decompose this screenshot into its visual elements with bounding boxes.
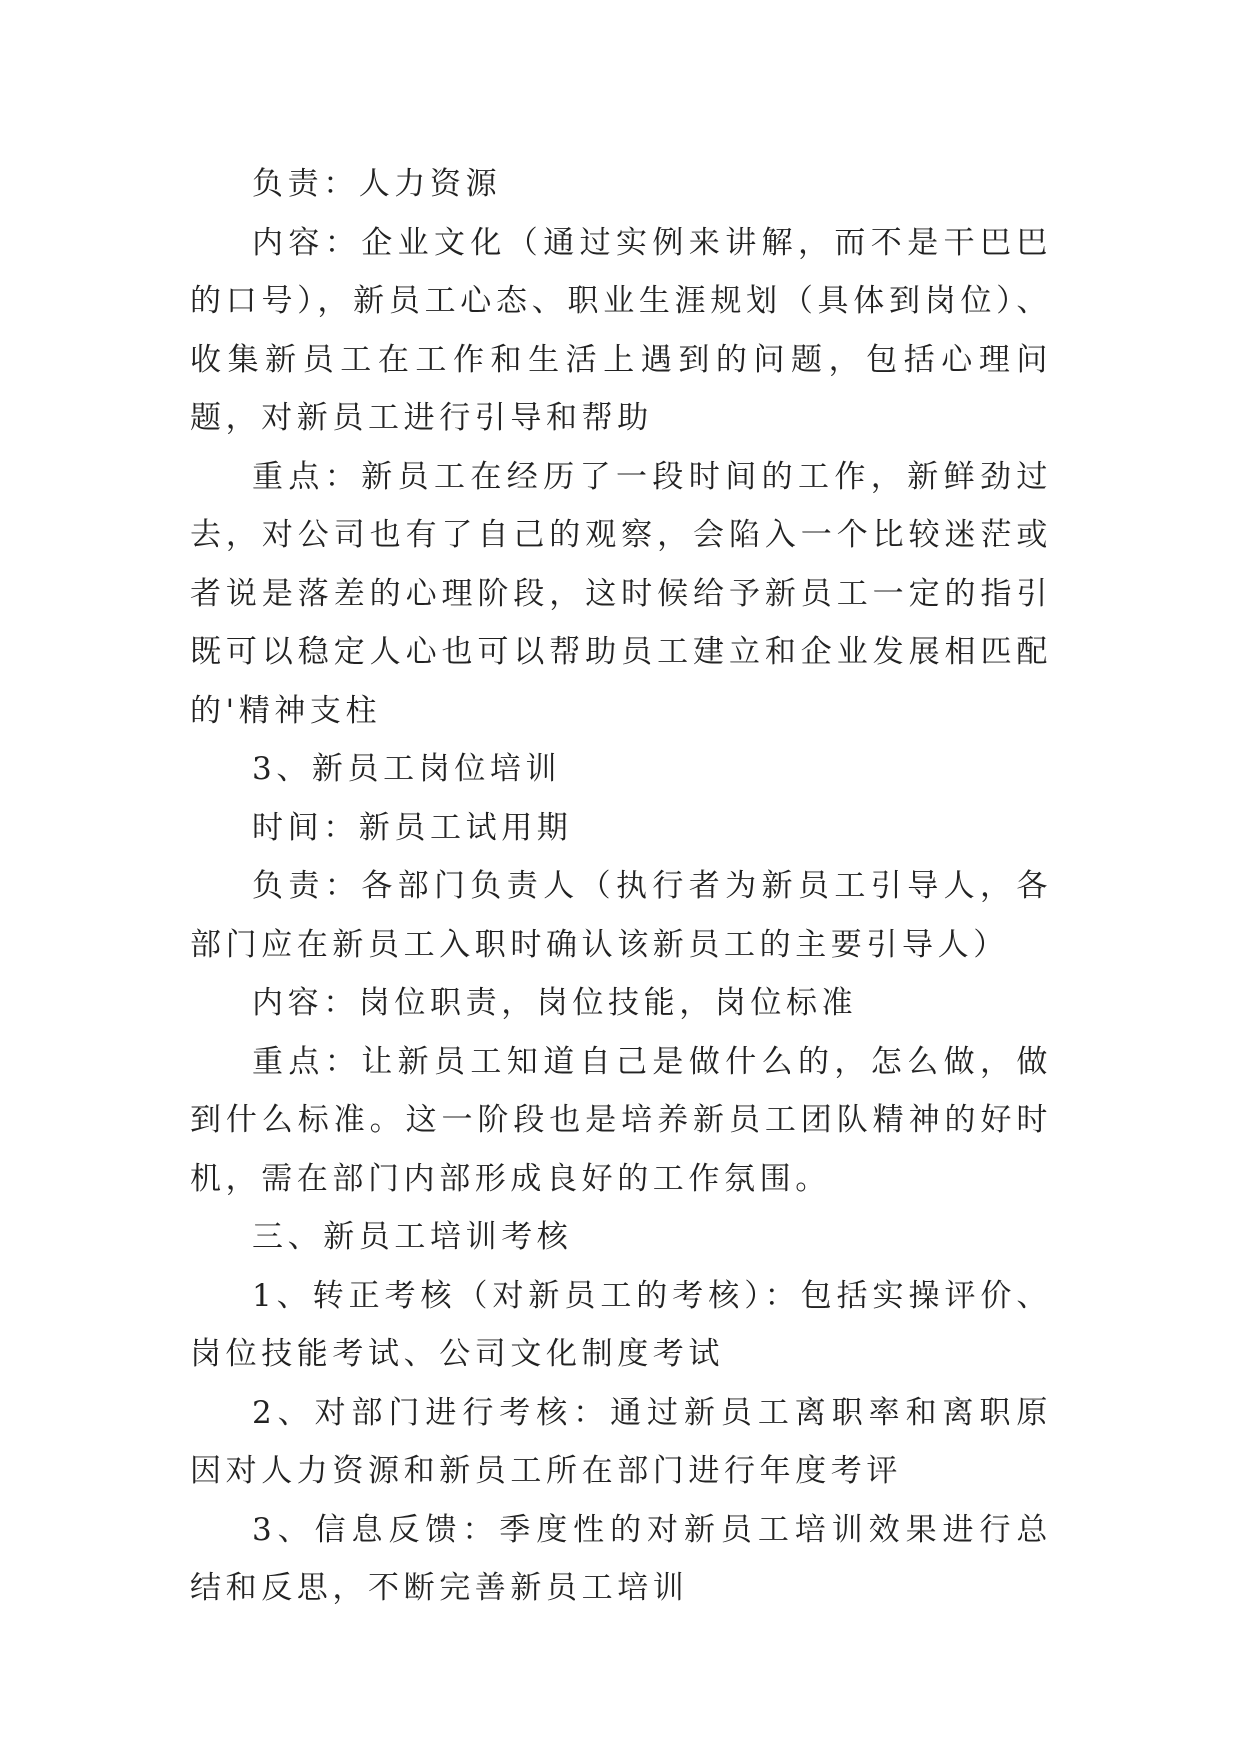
document-body (190, 155, 1052, 1618)
paragraph-content-job: 内容：岗位职责，岗位技能，岗位标准 (252, 985, 858, 1021)
list-item-department-assessment: 2、对部门进行考核：通过新员工离职率和离职原因对人力资源和新员工所在部门进行年度考评 (190, 1394, 1052, 1489)
paragraph-focus-guidance: 重点：新员工在经历了一段时间的工作，新鲜劲过去，对公司也有了自己的观察，会陷入一个比较迷茫或者说是落差的心理阶段，这时候给予新员工一定的指引既可以稳定人心也可以帮助员工建立和企业发展相匹配的'精神支柱 (190, 458, 1052, 729)
paragraph-content-culture: 内容：企业文化（通过实例来讲解，而不是干巴巴的口号），新员工心态、职业生涯规划（具体到岗位）、收集新员工在工作和生活上遇到的问题，包括心理问题，对新员工进行引导和帮助 (190, 224, 1052, 436)
paragraph-time-probation: 时间：新员工试用期 (252, 809, 573, 846)
list-item-regularization-assessment: 1、转正考核（对新员工的考核）：包括实操评价、岗位技能考试、公司文化制度考试 (190, 1277, 1052, 1372)
list-item-feedback: 3、信息反馈：季度性的对新员工培训效果进行总结和反思，不断完善新员工培训 (190, 1511, 1052, 1606)
section-heading-job-training: 3、新员工岗位培训 (252, 751, 562, 787)
paragraph-responsible-hr: 负责：人力资源 (252, 166, 502, 202)
paragraph-focus-standards: 重点：让新员工知道自己是做什么的，怎么做，做到什么标准。这一阶段也是培养新员工团队精神的好时机，需在部门内部形成良好的工作氛围。 (190, 1043, 1052, 1197)
paragraph-responsible-departments: 负责：各部门负责人（执行者为新员工引导人，各部门应在新员工入职时确认该新员工的主要引导人） (190, 868, 1052, 963)
section-heading-assessment: 三、新员工培训考核 (252, 1219, 573, 1255)
